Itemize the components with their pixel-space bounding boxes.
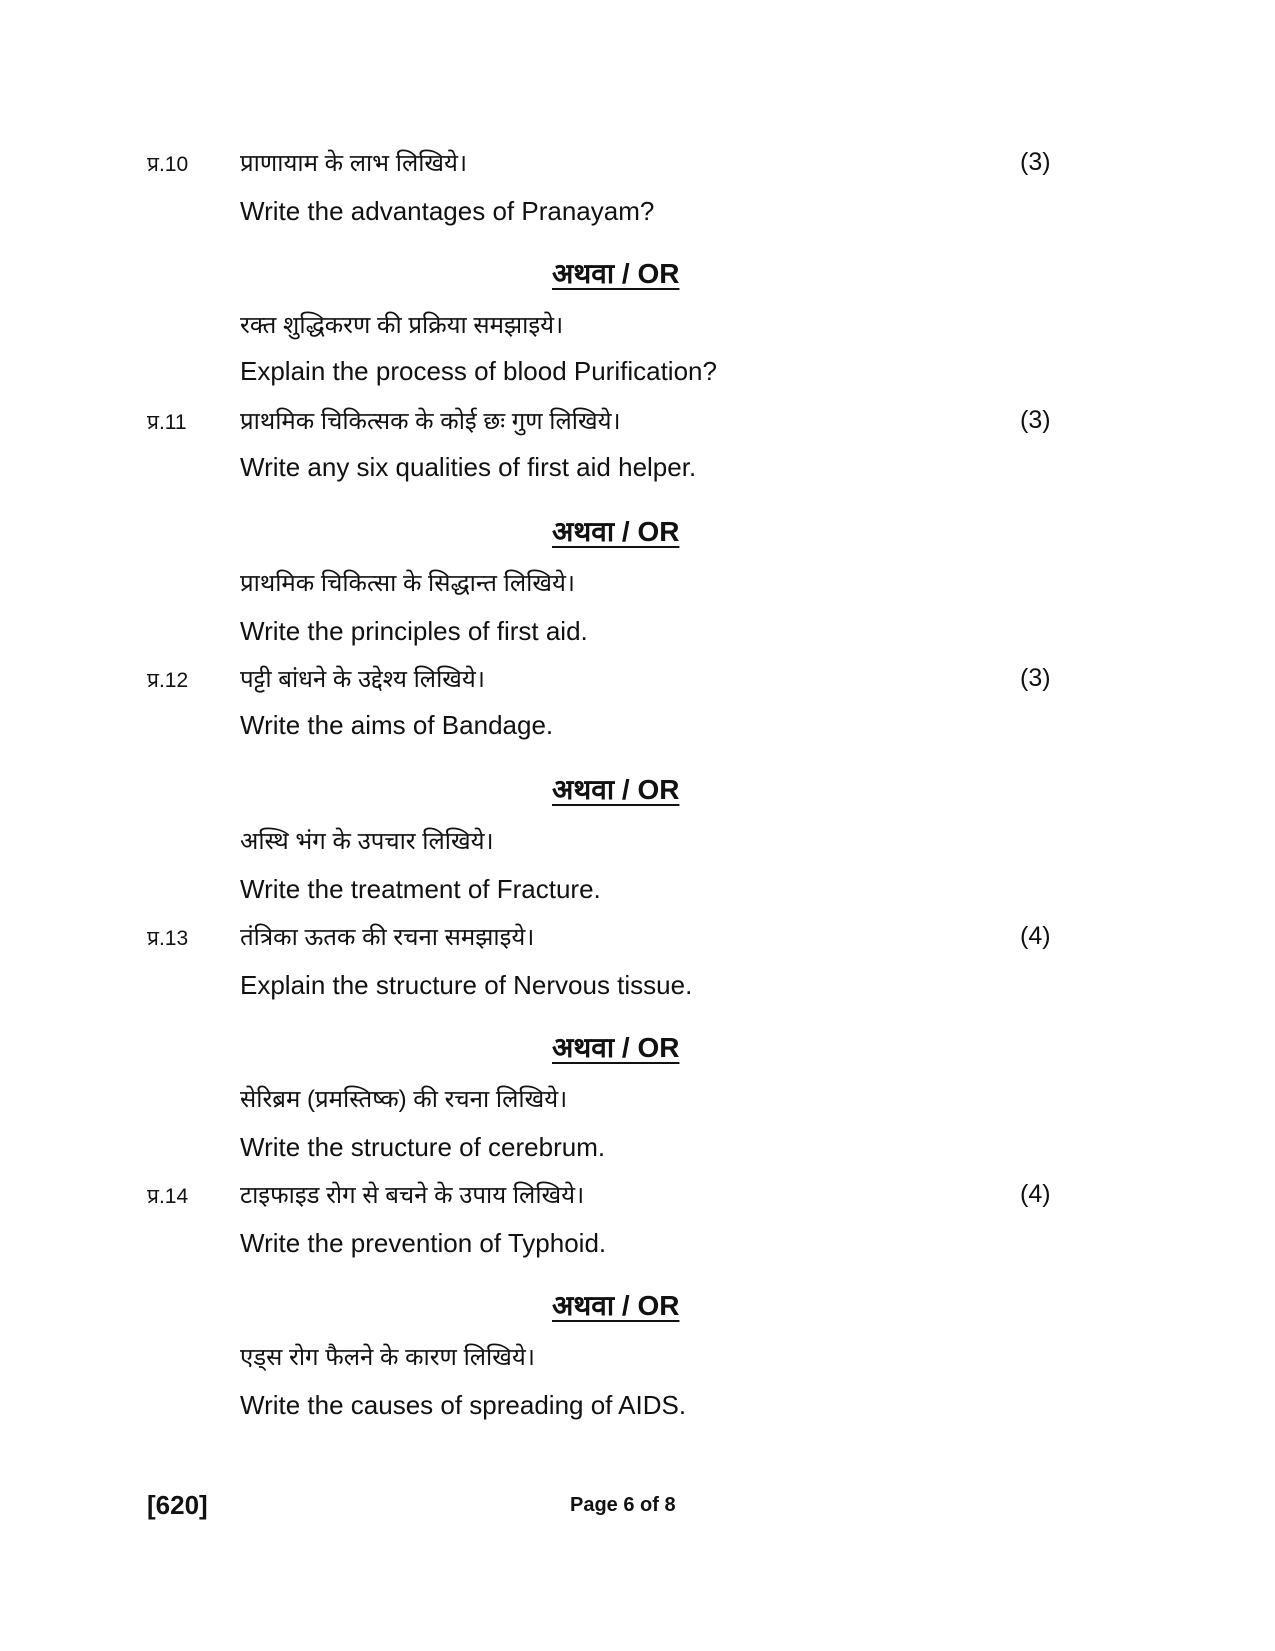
question-number: प्र.10: [147, 153, 189, 176]
question-text-hindi: तंत्रिका ऊतक की रचना समझाइये।: [240, 924, 535, 951]
or-separator: अथवा / OR: [552, 258, 680, 289]
alternative-text-english: Write the structure of cerebrum.: [240, 1132, 606, 1162]
question-marks: (4): [1020, 1180, 1051, 1208]
paper-code: [620]: [147, 1490, 208, 1520]
page-number: Page 6 of 8: [570, 1494, 676, 1516]
question-marks: (3): [1020, 664, 1051, 692]
question-text-english: Write the advantages of Pranayam?: [240, 196, 655, 226]
question-marks: (3): [1020, 406, 1051, 434]
question-text-hindi: टाइफाइड रोग से बचने के उपाय लिखिये।: [240, 1182, 585, 1209]
question-text-english: Write the prevention of Typhoid.: [240, 1228, 607, 1258]
alternative-text-english: Explain the process of blood Purification?: [240, 356, 717, 386]
alternative-text-english: Write the treatment of Fracture.: [240, 874, 601, 904]
alternative-text-english: Write the causes of spreading of AIDS.: [240, 1390, 687, 1420]
alternative-text-hindi: सेरिब्रम (प्रमस्तिष्क) की रचना लिखिये।: [240, 1086, 568, 1113]
or-separator: अथवा / OR: [552, 774, 680, 805]
question-text-english: Write any six qualities of first aid helper.: [240, 452, 697, 482]
question-text-hindi: पट्टी बांधने के उद्देश्य लिखिये।: [240, 666, 485, 693]
question-marks: (3): [1020, 148, 1051, 176]
question-number: प्र.12: [147, 669, 189, 692]
question-number: प्र.13: [147, 927, 189, 950]
question-marks: (4): [1020, 922, 1051, 950]
alternative-text-hindi: अस्थि भंग के उपचार लिखिये।: [240, 828, 494, 855]
alternative-text-hindi: प्राथमिक चिकित्सा के सिद्धान्त लिखिये।: [240, 570, 575, 597]
question-text-hindi: प्राथमिक चिकित्सक के कोई छः गुण लिखिये।: [240, 408, 621, 435]
question-text-english: Write the aims of Bandage.: [240, 710, 554, 740]
question-text-english: Explain the structure of Nervous tissue.: [240, 970, 693, 1000]
or-separator: अथवा / OR: [552, 516, 680, 547]
or-separator: अथवा / OR: [552, 1290, 680, 1321]
alternative-text-hindi: एड्स रोग फैलने के कारण लिखिये।: [240, 1344, 535, 1371]
alternative-text-english: Write the principles of first aid.: [240, 616, 588, 646]
question-number: प्र.11: [147, 411, 187, 434]
question-text-hindi: प्राणायाम के लाभ लिखिये।: [240, 150, 468, 177]
question-number: प्र.14: [147, 1185, 189, 1208]
or-separator: अथवा / OR: [552, 1032, 680, 1063]
alternative-text-hindi: रक्त शुद्धिकरण की प्रक्रिया समझाइये।: [240, 312, 564, 339]
